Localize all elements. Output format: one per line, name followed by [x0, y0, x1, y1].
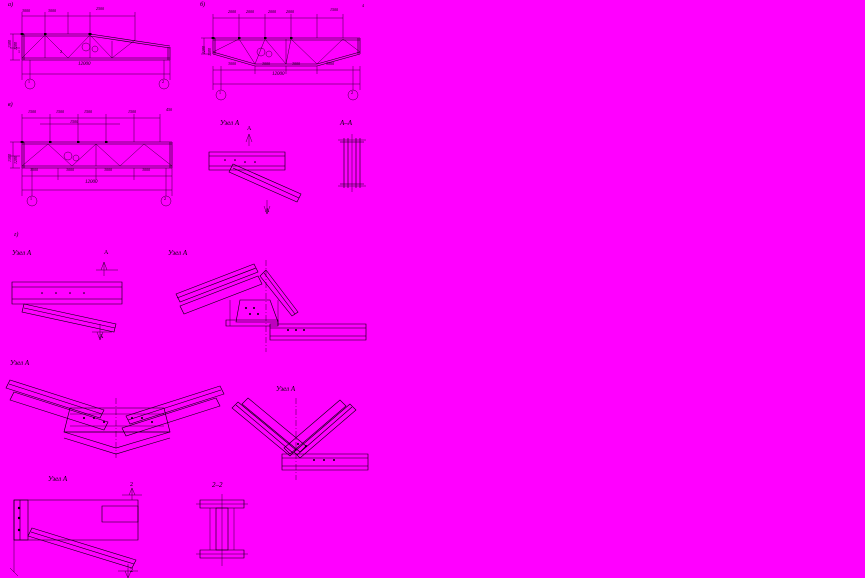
view-v-dim-1: 1500	[28, 109, 36, 114]
detail-bottom-drawing	[10, 488, 150, 578]
detail-bottom-section-mark: 2	[130, 482, 133, 488]
view-v-axis-1: 1	[30, 196, 32, 201]
view-a-node-mark-2: 2	[60, 49, 62, 54]
detail-left-title: Узел А	[12, 249, 32, 257]
detail-left-drawing	[8, 262, 138, 352]
view-b-dim-5: 1500	[330, 7, 338, 12]
view-v-dim-4: 1500	[128, 109, 136, 114]
view-b-tag: б)	[200, 2, 206, 8]
section-a-a-title: А–А	[340, 119, 353, 127]
view-v-tag: в)	[8, 102, 13, 108]
view-b-dim-1: 2000	[228, 9, 236, 14]
view-b-axis-1: 1	[219, 90, 221, 95]
detail-bottom-section-mark-2: 2	[130, 568, 133, 574]
view-b-bdim-1: 3000	[228, 61, 236, 66]
view-v-left-dim-1: 1500	[7, 154, 12, 162]
view-b-schematic	[195, 0, 395, 110]
section-2-2-title: 2–2	[212, 481, 223, 489]
view-b-dim-3: 2000	[268, 9, 276, 14]
detail-top-right-drawing	[205, 132, 315, 222]
view-b-dim-4: 2000	[286, 9, 294, 14]
detail-lower-right-drawing	[228, 396, 378, 486]
detail-lower-left-title: Узел А	[10, 359, 30, 367]
view-a-dim-2: 3000	[48, 8, 56, 13]
view-b-dim-2: 2000	[246, 9, 254, 14]
view-b-axis-2: 2	[351, 90, 353, 95]
view-b-corner-mark: 4	[362, 3, 364, 8]
section-a-a-drawing	[330, 130, 390, 200]
view-v-span-label: 12000	[85, 180, 98, 185]
view-a-schematic	[0, 0, 200, 100]
detail-bottom-title: Узел А	[48, 475, 68, 483]
view-a-left-dim-1: 1500	[7, 40, 12, 48]
view-a-dim-3: 2500	[96, 6, 104, 11]
detail-left-section-mark-2: А	[99, 334, 104, 340]
view-b-bdim-3: 3000	[292, 61, 300, 66]
view-b-left-dim-1: 1200	[201, 46, 206, 54]
view-v-bdim-1: 3000	[30, 167, 38, 172]
detail-top-right-section-mark-2: А	[265, 208, 270, 214]
view-v-schematic	[0, 100, 200, 210]
section-2-2-drawing	[190, 492, 260, 572]
view-a-span-label: 12000	[78, 62, 91, 67]
view-g-tag: г)	[14, 232, 19, 238]
view-v-dim-2: 1500	[56, 109, 64, 114]
view-b-span-label: 12000	[272, 72, 285, 77]
detail-left-section-mark: А	[104, 250, 109, 256]
view-b-left-dim-2: 1500	[207, 48, 212, 56]
view-v-bdim-3: 3000	[104, 167, 112, 172]
view-v-subdim: 1500	[70, 119, 78, 124]
view-a-node-mark-1: 1	[18, 49, 20, 54]
view-a-left-dim-2: 1200	[13, 42, 18, 50]
view-v-left-dim-2: 1200	[13, 156, 18, 164]
detail-mid-drawing	[170, 256, 380, 356]
detail-top-right-section-mark: А	[247, 126, 252, 132]
view-a-axis-1: 1	[28, 79, 30, 84]
view-v-bdim-4: 3000	[142, 167, 150, 172]
view-b-bdim-4: 3000	[326, 61, 334, 66]
view-a-dim-1: 3000	[22, 8, 30, 13]
view-v-bdim-2: 3000	[66, 167, 74, 172]
view-b-bdim-2: 3000	[262, 61, 270, 66]
view-a-tag: а)	[8, 2, 13, 8]
detail-lower-right-title: Узел А	[276, 385, 296, 393]
view-v-axis-2: 2	[164, 196, 166, 201]
detail-top-right-title: Узел А	[220, 119, 240, 127]
detail-mid-title: Узел А	[168, 249, 188, 257]
detail-lower-left-drawing	[4, 370, 234, 460]
view-v-dim-5: 450	[166, 107, 172, 112]
view-a-axis-2: 2	[162, 79, 164, 84]
view-v-dim-3: 1500	[84, 109, 92, 114]
